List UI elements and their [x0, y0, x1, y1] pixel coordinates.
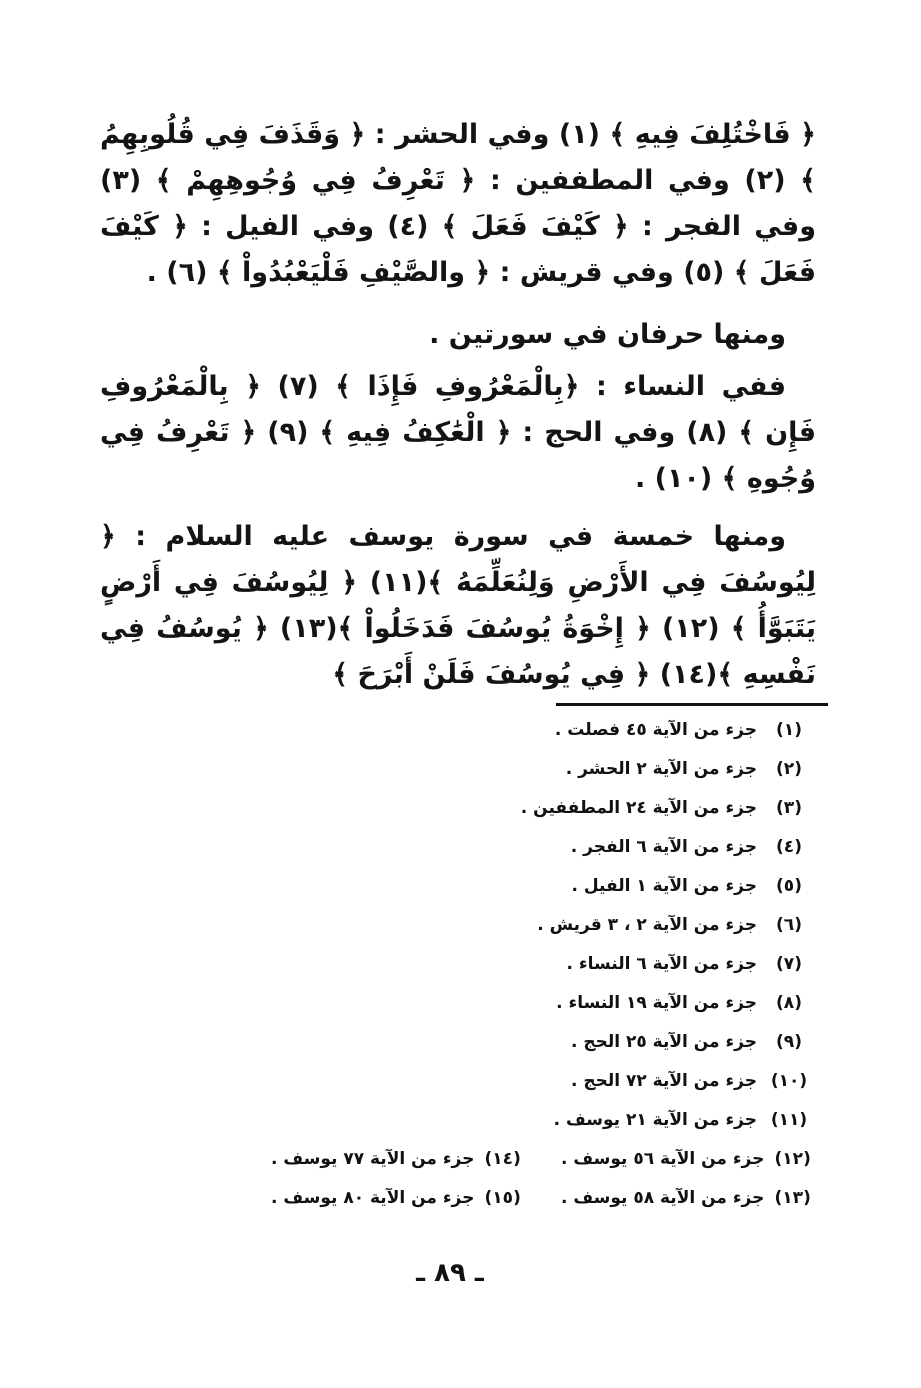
footnote-number: (٦): [776, 915, 802, 935]
footnote-text: جزء من الآية ١٩ النساء .: [556, 993, 757, 1013]
footnote-7: [111, 950, 811, 989]
footnote-row-13-15: [111, 1184, 811, 1223]
footnote-text: جزء من الآية ١ الفيل .: [571, 876, 757, 896]
paragraph-3-text: ففي النساء : ﴿بِالْمَعْرُوفِ فَإِذَا ﴾ (٧) ﴿ بِالْمَعْرُوفِ فَإِن ﴾ (٨) وفي الحج : ﴿ الْعَٰكِفُ فِيهِ ﴾ (٩) ﴿ تَعْرِفُ فِي وُجُوهِ ﴾ (١٠) .: [100, 371, 816, 494]
footnote-text: جزء من الآية ٤٥ فصلت .: [554, 720, 757, 740]
footnote-text: جزء من الآية ٨٠ يوسف .: [271, 1188, 475, 1208]
paragraph-4-text: ومنها خمسة في سورة يوسف عليه السلام : ﴿ لِيُوسُفَ فِي الأَرْضِ وَلِنُعَلِّمَهُ ﴾(١١) ﴿ لِيُوسُفَ فِي أَرْضٍ يَتَبَوَّأُ ﴾ (١٢) ﴿ إِخْوَةُ يُوسُفَ فَدَخَلُواْ ﴾(١٣) ﴿ يُوسُفُ فِي نَفْسِهِ ﴾(١٤) ﴿ فِي يُوسُفَ فَلَنْ أَبْرَحَ ﴾: [100, 521, 816, 690]
footnote-text: جزء من الآية ٧٢ الحج .: [570, 1071, 757, 1091]
footnote-2: [111, 755, 811, 794]
footnote-text: جزء من الآية ٥٦ يوسف .: [561, 1149, 765, 1169]
footnote-13: [561, 1184, 811, 1223]
footnotes: [111, 716, 811, 1223]
footnote-3: [111, 794, 811, 833]
footnote-number: (٣): [776, 798, 802, 818]
footnote-text: جزء من الآية ٢ ، ٣ قريش .: [537, 915, 757, 935]
footnote-number: (٢): [776, 759, 802, 779]
paragraph-3: [100, 364, 816, 502]
footnote-text: جزء من الآية ٧٧ يوسف .: [271, 1149, 475, 1169]
footnote-number: (١): [776, 720, 802, 740]
paragraph-2: [100, 312, 816, 358]
footnote-text: جزء من الآية ٢٤ المطففين .: [520, 798, 757, 818]
footnote-separator: [556, 703, 828, 706]
footnote-text: جزء من الآية ٢٥ الحج .: [570, 1032, 757, 1052]
paragraph-4: [100, 514, 816, 698]
footnote-number: (١٢): [774, 1149, 811, 1169]
paragraph-1: ﴿ فَاخْتُلِفَ فِيهِ ﴾ (١) وفي الحشر : ﴿ وَقَذَفَ فِي قُلُوبِهِمُ ﴾ (٢) وفي المطففين : ﴿ تَعْرِفُ فِي وُجُوهِهِمْ ﴾ (٣) وفي الفجر : ﴿ كَيْفَ فَعَلَ ﴾ (٤) وفي الفيل : ﴿ كَيْفَ فَعَلَ ﴾ (٥) وفي قريش : ﴿ والصَّيْفِ فَلْيَعْبُدُواْ ﴾ (٦) .: [100, 119, 817, 288]
footnote-6: [111, 911, 811, 950]
footnote-text: جزء من الآية ٦ النساء .: [566, 954, 757, 974]
footnote-10: [111, 1067, 811, 1106]
footnote-9: [111, 1028, 811, 1067]
page-number: ـ ٨٩ ـ: [416, 1258, 484, 1288]
footnote-11: [111, 1106, 811, 1145]
footnote-text: جزء من الآية ٢١ يوسف .: [553, 1110, 757, 1130]
footnote-15: [271, 1184, 521, 1223]
footnote-text: جزء من الآية ٦ الفجر .: [570, 837, 757, 857]
footnote-8: [111, 989, 811, 1028]
footnote-number: (١٥): [484, 1188, 521, 1208]
footnote-4: [111, 833, 811, 872]
paragraph-2-text: ومنها حرفان في سورتين .: [429, 319, 786, 350]
footnote-number: (١٤): [484, 1149, 521, 1169]
footnote-text: جزء من الآية ٢ الحشر .: [565, 759, 757, 779]
footnote-text: جزء من الآية ٥٨ يوسف .: [561, 1188, 765, 1208]
footnote-1: [111, 716, 811, 755]
footnote-number: (٩): [776, 1032, 802, 1052]
footnote-5: [111, 872, 811, 911]
footnote-number: (١٠): [770, 1071, 808, 1091]
footnote-14: [271, 1145, 521, 1184]
footnote-12: [561, 1145, 811, 1184]
footnote-number: (١١): [770, 1110, 808, 1130]
footnote-number: (٥): [776, 876, 802, 896]
footnote-number: (٨): [776, 993, 802, 1013]
footnote-number: (٤): [776, 837, 802, 857]
footnote-number: (١٣): [774, 1188, 811, 1208]
footnote-row-12-14: [111, 1145, 811, 1184]
footnote-number: (٧): [776, 954, 802, 974]
